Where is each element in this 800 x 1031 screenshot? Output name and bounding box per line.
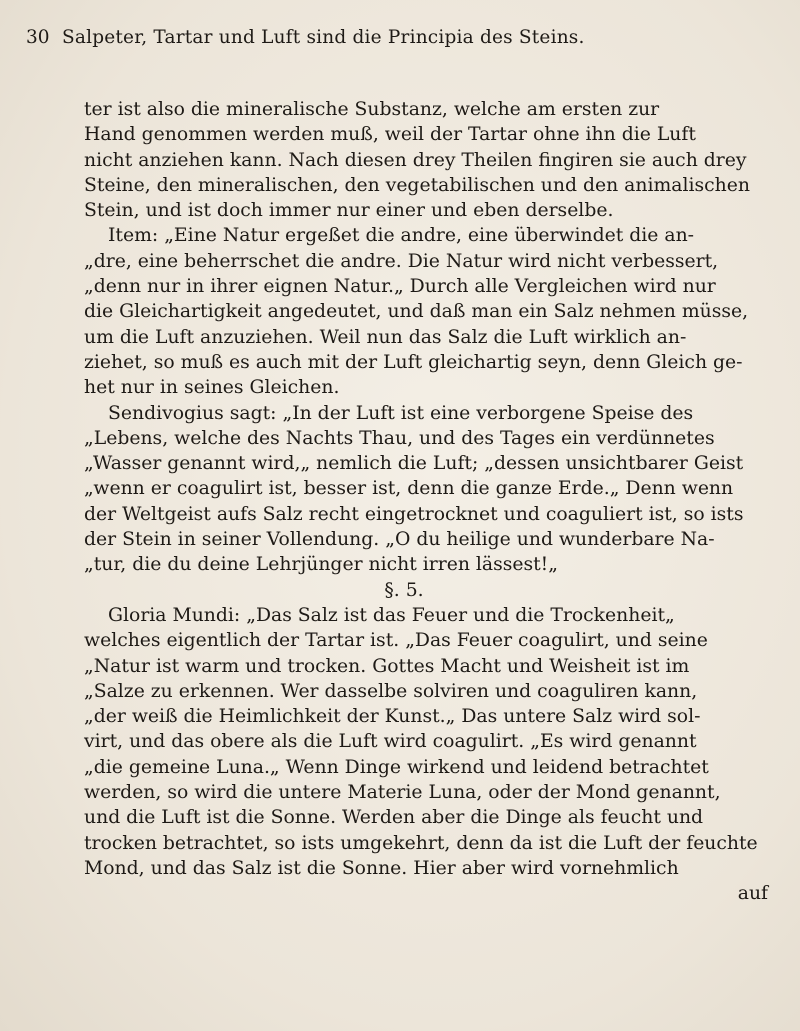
text-line: „wenn er coagulirt ist, besser ist, denn die ganze Erde.„ Denn wenn	[84, 478, 734, 500]
text-line: Steine, den mineralischen, den vegetabilischen und den animalischen	[84, 174, 750, 196]
text-line: „dre, eine beherrschet die andre. Die Natur wird nicht verbessert,	[84, 250, 719, 272]
text-line: „Natur ist warm und trocken. Gottes Macht und Weisheit ist im	[84, 655, 690, 677]
text-line: Gloria Mundi: „Das Salz ist das Feuer und die Trockenheit„	[108, 604, 675, 626]
text-line: der Weltgeist aufs Salz recht eingetrocknet und coaguliert ist, so ists	[84, 503, 744, 525]
text-line: „Lebens, welche des Nachts Thau, und des Tages ein verdünnetes	[84, 427, 715, 449]
text-line: Sendivogius sagt: „In der Luft ist eine verborgene Speise des	[108, 402, 694, 424]
page-number: 30	[26, 27, 50, 48]
text-line: Mond, und das Salz ist die Sonne. Hier aber wird vornehmlich	[84, 857, 679, 879]
text-line: welches eigentlich der Tartar ist. „Das Feuer coagulirt, und seine	[84, 630, 708, 652]
text-line: „Wasser genannt wird,„ nemlich die Luft; „dessen unsichtbarer Geist	[84, 453, 744, 475]
text-line: werden, so wird die untere Materie Luna, oder der Mond genannt,	[84, 782, 721, 804]
text-line: die Gleichartigkeit angedeutet, und daß man ein Salz nehmen müsse,	[84, 301, 749, 323]
catchword: auf	[737, 883, 768, 905]
text-line: virt, und das obere als die Luft wird coagulirt. „Es wird genannt	[84, 731, 697, 753]
text-line: um die Luft anzuziehen. Weil nun das Salz die Luft wirklich an-	[84, 326, 687, 348]
running-title: Salpeter, Tartar und Luft sind die Principia des Steins.	[62, 27, 585, 48]
body-text	[84, 97, 784, 907]
text-line: ziehet, so muß es auch mit der Luft gleichartig seyn, denn Gleich ge-	[84, 351, 743, 373]
text-line: „der weiß die Heimlichkeit der Kunst.„ Das untere Salz wird sol-	[84, 706, 701, 728]
text-line: nicht anziehen kann. Nach diesen drey Theilen fingiren sie auch drey	[84, 149, 747, 171]
section-heading: §. 5.	[384, 579, 424, 601]
text-line: Item: „Eine Natur ergeßet die andre, eine überwindet die an-	[108, 225, 695, 247]
text-line: „Salze zu erkennen. Wer dasselbe solviren und coaguliren kann,	[84, 680, 698, 702]
text-line: Hand genommen werden muß, weil der Tartar ohne ihn die Luft	[84, 124, 696, 146]
text-line: Stein, und ist doch immer nur einer und eben derselbe.	[84, 200, 614, 222]
text-line: ter ist also die mineralische Substanz, welche am ersten zur	[84, 99, 660, 120]
text-line: „die gemeine Luna.„ Wenn Dinge wirkend und leidend betrachtet	[84, 756, 709, 778]
page-header	[26, 27, 746, 53]
text-line: „denn nur in ihrer eignen Natur.„ Durch alle Vergleichen wird nur	[84, 276, 716, 298]
text-line: trocken betrachtet, so ists umgekehrt, denn da ist die Luft der feuchte	[84, 832, 758, 854]
text-line: und die Luft ist die Sonne. Werden aber die Dinge als feucht und	[84, 807, 704, 829]
text-line: der Stein in seiner Vollendung. „O du heilige und wunderbare Na-	[84, 529, 715, 551]
text-line: het nur in seines Gleichen.	[84, 377, 340, 399]
text-line: „tur, die du deine Lehrjünger nicht irren lässest!„	[84, 554, 558, 576]
